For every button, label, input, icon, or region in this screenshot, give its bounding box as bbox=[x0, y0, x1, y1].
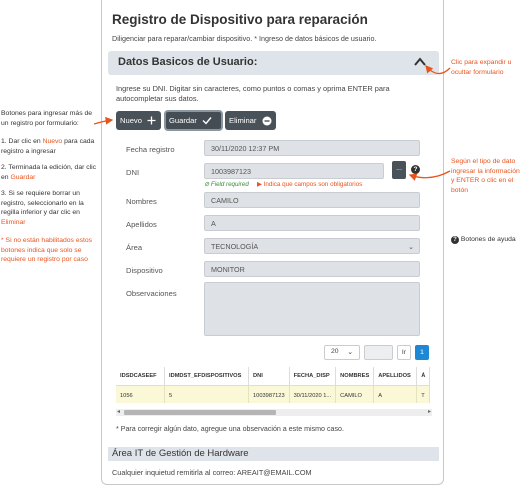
annotation-dni: Según el tipo de dato ingresar la información y ENTER o clic en el botón bbox=[451, 158, 520, 194]
column-header[interactable]: FECHA_DISP bbox=[289, 367, 336, 386]
table-cell: A bbox=[374, 386, 417, 404]
chevron-down-icon: ⌄ bbox=[347, 349, 353, 356]
correction-note: * Para corregir algún dato, agregue una observación a este mismo caso. bbox=[116, 425, 344, 433]
annotation-highlight: Guardar bbox=[10, 173, 36, 181]
table-cell: 5 bbox=[165, 386, 249, 404]
column-header[interactable]: IDSDCASEEF bbox=[116, 367, 165, 386]
save-button-label: Guardar bbox=[169, 116, 197, 125]
dispositivo-field[interactable]: MONITOR bbox=[204, 261, 420, 277]
table-cell: CAMILO bbox=[336, 386, 374, 404]
annotation-text: para cada registro a ingresar bbox=[1, 138, 95, 155]
dni-instructions: Ingrese su DNI. Digitar sin caracteres, como puntos o comas y oprima ENTER para autocompletar sus datos. bbox=[116, 84, 390, 103]
nombres-label: Nombres bbox=[126, 197, 157, 206]
help-icon: ? bbox=[451, 236, 459, 244]
scroll-right-icon[interactable]: ▸ bbox=[427, 409, 431, 415]
annotation-text: 1. Dar clic en bbox=[1, 138, 43, 145]
page-subtitle: Diligenciar para reparar/cambiar dispositivo. * Ingreso de datos básicos de usuario. bbox=[112, 34, 377, 43]
column-header[interactable]: NOMBRES bbox=[336, 367, 374, 386]
annotation-warning: * Si no están habilitados estos botones indica que solo se requiere un registro por caso bbox=[1, 237, 93, 263]
column-header[interactable]: IDMDST_EFDISPOSITIVOS bbox=[165, 367, 249, 386]
area-label: Área bbox=[126, 243, 143, 252]
column-header[interactable]: DNI bbox=[249, 367, 290, 386]
footer-contact: Cualquier inquietud remitirla al correo: AREAIT@EMAIL.COM bbox=[112, 468, 312, 477]
delete-button-label: Eliminar bbox=[229, 116, 257, 125]
annotation-highlight: Nuevo bbox=[42, 138, 63, 145]
section-title: Datos Basicos de Usuario: bbox=[118, 56, 258, 68]
annotation-highlight: Eliminar bbox=[1, 218, 26, 226]
footer-title: Área IT de Gestión de Hardware bbox=[112, 448, 249, 459]
dni-lookup-button[interactable]: ... bbox=[392, 161, 406, 179]
field-required-text: Field required bbox=[210, 181, 249, 188]
help-icon[interactable]: ? bbox=[411, 165, 420, 174]
dni-field[interactable]: 1003987123 bbox=[204, 163, 384, 179]
go-to-page-button[interactable]: Ir bbox=[397, 345, 411, 360]
observaciones-label: Observaciones bbox=[126, 289, 177, 298]
table-cell: 30/11/2020 1... bbox=[289, 386, 336, 404]
column-header[interactable]: Á bbox=[417, 367, 430, 386]
arrow-to-buttons bbox=[94, 120, 112, 124]
annotation-help-text: Botones de ayuda bbox=[460, 236, 516, 243]
fecha-label: Fecha registro bbox=[126, 145, 175, 154]
scroll-left-icon[interactable]: ◂ bbox=[117, 409, 121, 415]
annotation-expand: Clic para expandir u ocultar formulario bbox=[451, 59, 512, 76]
check-circle-icon: ⊘ bbox=[204, 181, 210, 188]
nombres-field[interactable]: CAMILO bbox=[204, 192, 420, 208]
arrow-to-dni-button bbox=[410, 171, 450, 178]
dispositivo-label: Dispositivo bbox=[126, 266, 163, 275]
arrow-to-chevron bbox=[426, 66, 450, 74]
area-select-value: TECNOLOGÍA bbox=[211, 242, 259, 251]
new-button-label: Nuevo bbox=[120, 116, 142, 125]
table-cell: 1003987123 bbox=[249, 386, 290, 404]
required-legend-text: Indica que campos son obligatorios bbox=[263, 181, 363, 188]
apellidos-field[interactable]: A bbox=[204, 215, 420, 231]
table-cell: T bbox=[417, 386, 430, 404]
fecha-field[interactable]: 30/11/2020 12:37 PM bbox=[204, 140, 420, 156]
column-header[interactable]: APELLIDOS bbox=[374, 367, 417, 386]
annotation-text: 3. Si se requiere borrar un registro, seleccionarlo en la regilla inferior y dar clic en bbox=[1, 190, 84, 216]
table-cell: 1056 bbox=[116, 386, 165, 404]
triangle-right-icon: ▶ bbox=[257, 181, 262, 188]
page-1-button[interactable]: 1 bbox=[415, 345, 429, 360]
page-size-value: 20 bbox=[331, 348, 339, 355]
dni-label: DNI bbox=[126, 168, 140, 177]
annotation-text: 2. Terminada la edición, dar clic en bbox=[1, 164, 97, 181]
annotation-buttons-title: Botones para ingresar más de un registro por formulario: bbox=[1, 110, 93, 127]
chevron-down-icon: ⌄ bbox=[408, 244, 414, 251]
apellidos-label: Apellidos bbox=[126, 220, 157, 229]
page-title: Registro de Dispositivo para reparación bbox=[112, 12, 368, 27]
